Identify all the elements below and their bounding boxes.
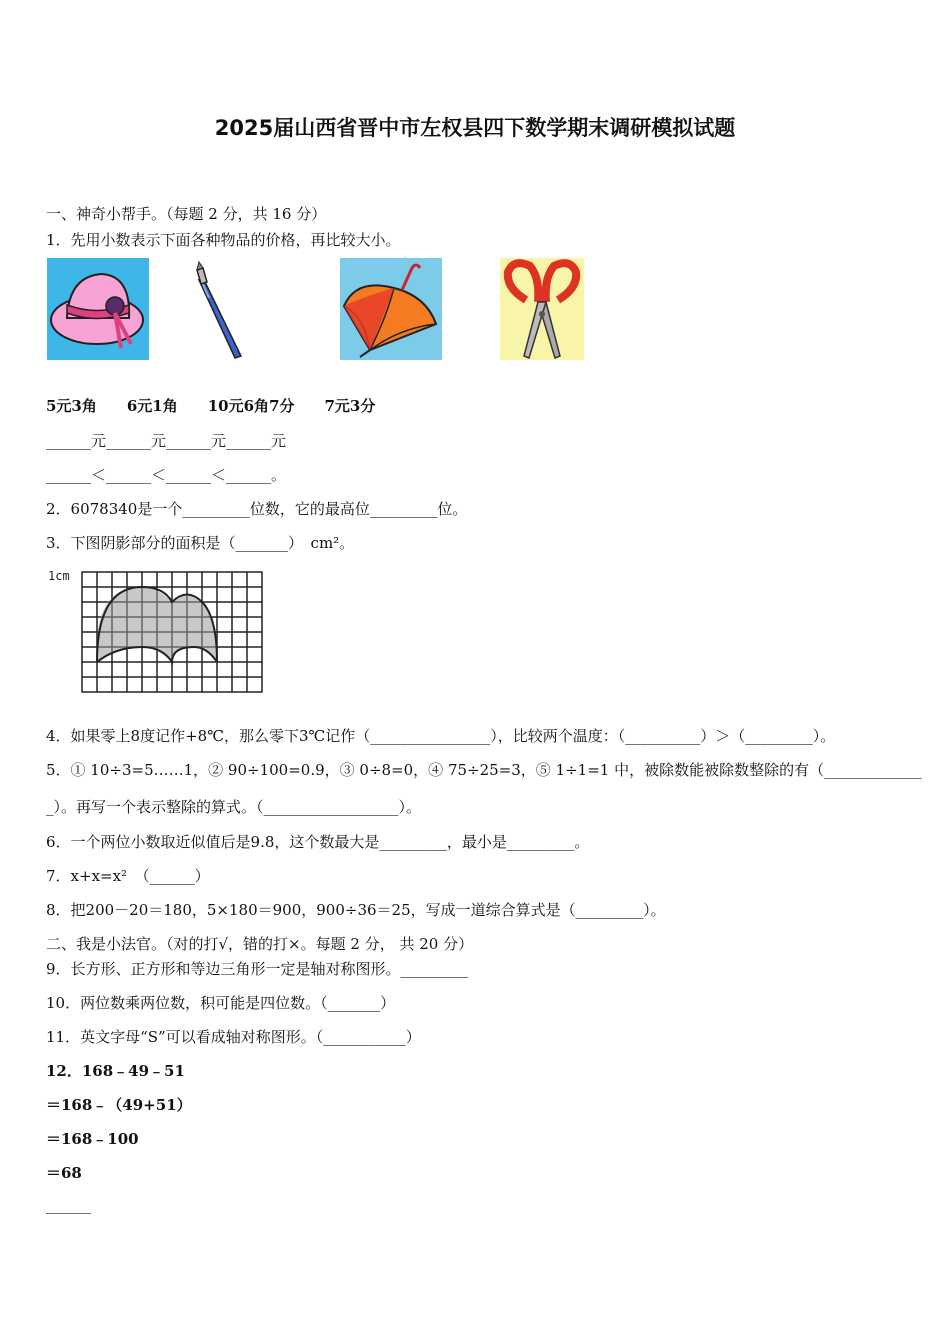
- umbrella-icon: [340, 258, 442, 360]
- scissors-icon: [500, 258, 584, 360]
- section-heading-1: 一、神奇小帮手。（每题 2 分，共 16 分）: [46, 205, 327, 223]
- question-5-line-2: _）。再写一个表示整除的算式。（__________________）。: [46, 798, 422, 816]
- answer-blanks-yuan: ______元______元______元______元: [46, 432, 287, 450]
- question-9: 9．长方形、正方形和等边三角形一定是轴对称图形。_________: [46, 960, 469, 978]
- question-2: 2．6078340是一个_________位数，它的最高位_________位。: [46, 500, 468, 518]
- grid-scale-label: 1cm: [48, 569, 70, 583]
- question-6: 6．一个两位小数取近似值后是9.8，这个数最大是_________，最小是_________。: [46, 833, 590, 851]
- question-1: 1．先用小数表示下面各种物品的价格，再比较大小。: [46, 231, 401, 249]
- question-4: 4．如果零上8度记作+8℃，那么零下3℃记作（________________），比较两个温度：（__________）＞（_________）。: [46, 727, 836, 745]
- question-3: 3．下图阴影部分的面积是（_______） cm²。: [46, 534, 355, 552]
- question-8: 8．把200－20＝180，5×180＝900，900÷36＝25，写成一道综合算式是（_________）。: [46, 901, 666, 919]
- shaded-grid-figure: [46, 566, 266, 696]
- question-12-answer-blank: ______: [46, 1196, 91, 1214]
- hat-icon: [47, 258, 149, 360]
- page-title: 2025届山西省晋中市左权县四下数学期末调研模拟试题: [214, 116, 736, 140]
- price-list: 5元3角 6元1角 10元6角7分 7元3分: [46, 397, 376, 415]
- question-12-line-4: ＝68: [46, 1164, 82, 1182]
- section-heading-2: 二、我是小法官。（对的打√，错的打×。每题 2 分， 共 20 分）: [46, 935, 474, 953]
- answer-blanks-compare: ______＜______＜______＜______。: [46, 466, 287, 484]
- question-12-line-1: 12．168﹣49﹣51: [46, 1062, 185, 1080]
- question-5-line-1: 5．① 10÷3=5……1，② 90÷100=0.9，③ 0÷8=0，④ 75÷25=3，⑤ 1÷1=1 中，被除数能被除数整除的有（_____________: [46, 761, 922, 779]
- question-7: 7．x+x=x² （______）: [46, 867, 210, 885]
- question-12-line-3: ＝168﹣100: [46, 1130, 139, 1148]
- question-11: 11．英文字母“S”可以看成轴对称图形。（___________）: [46, 1028, 421, 1046]
- pen-icon: [191, 258, 251, 360]
- question-10: 10．两位数乘两位数，积可能是四位数。（_______）: [46, 994, 396, 1012]
- question-12-line-2: ＝168﹣（49+51）: [46, 1096, 192, 1114]
